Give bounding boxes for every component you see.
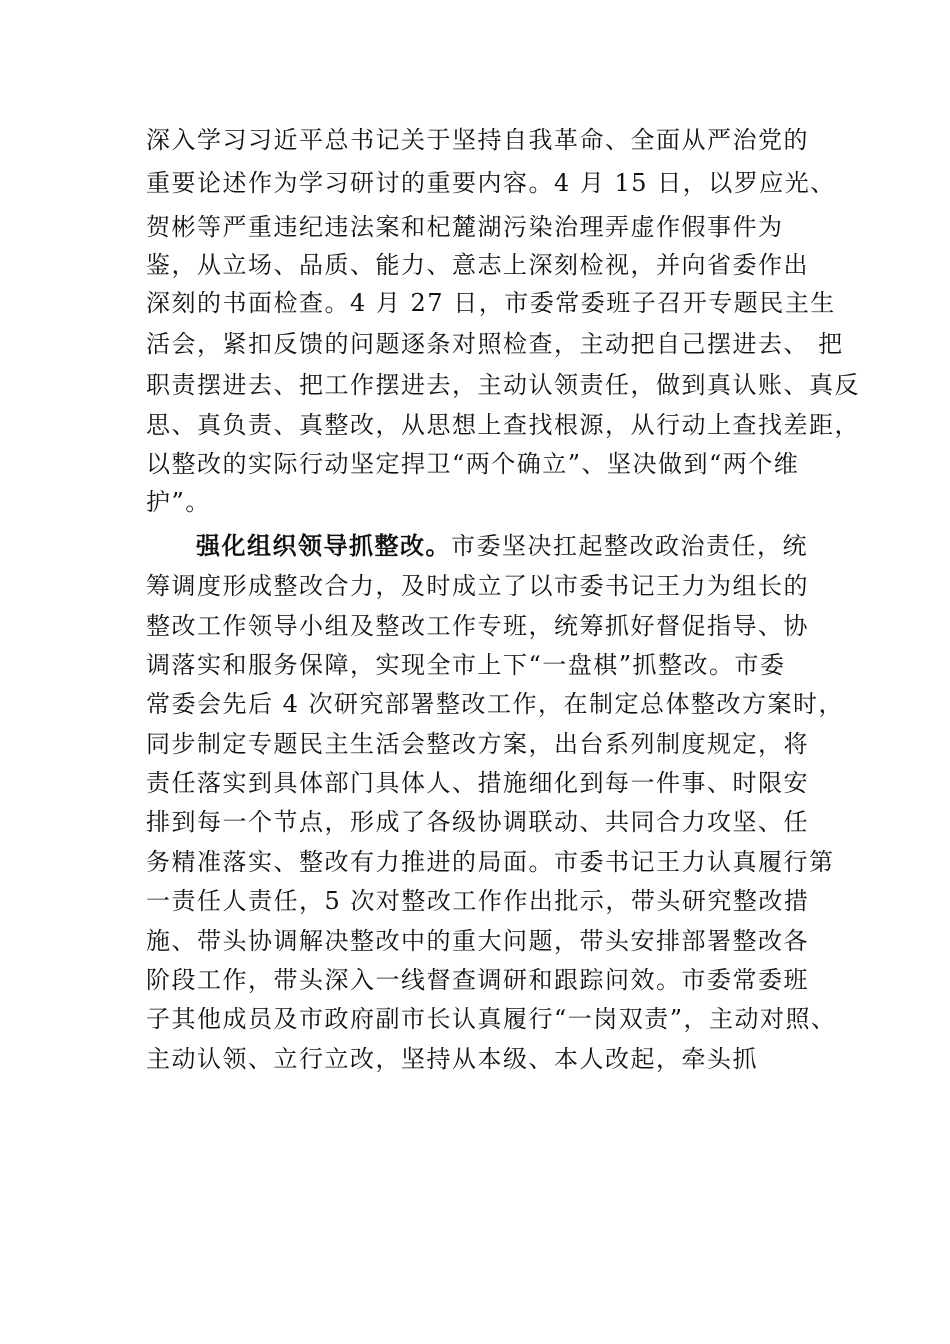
paragraph1-line-8: 思、真负责、真整改，从思想上查找根源，从行动上查找差距，: [146, 411, 860, 439]
paragraph1-line-3: 贺彬等严重违纪违法案和杞麓湖污染治理弄虚作假事件为: [146, 213, 784, 241]
paragraph1-line-9: 以整改的实际行动坚定捍卫“两个确立”、坚决做到“两个维: [146, 450, 800, 478]
paragraph1-line-2: 重要论述作为学习研讨的重要内容。4 月 15 日，以罗应光、: [146, 169, 836, 197]
paragraph2-line-4: 调落实和服务保障，实现全市上下“一盘棋”抓整改。市委: [146, 651, 786, 679]
paragraph1-line-5: 深刻的书面检查。4 月 27 日，市委常委班子召开专题民主生: [146, 289, 836, 317]
paragraph2-line-1: [196, 530, 808, 562]
paragraph2-heading: 强化组织领导抓整改。: [196, 531, 451, 560]
paragraph1-line-10: 护”。: [146, 488, 211, 516]
paragraph1-line-1: 深入学习习近平总书记关于坚持自我革命、全面从严治党的: [146, 126, 809, 154]
paragraph2-line-5: 常委会先后 4 次研究部署整改工作，在制定总体整改方案时，: [146, 690, 845, 718]
paragraph2-line-12: 阶段工作，带头深入一线督查调研和跟踪问效。市委常委班: [146, 966, 809, 994]
paragraph2-line-13: 子其他成员及市政府副市长认真履行“一岗双责”，主动对照、: [146, 1005, 837, 1033]
paragraph1-line-6: 活会，紧扣反馈的问题逐条对照检查，主动把自己摆进去、 把: [146, 330, 844, 358]
paragraph2-line-3: 整改工作领导小组及整改工作专班，统筹抓好督促指导、协: [146, 612, 809, 640]
paragraph2-line-6: 同步制定专题民主生活会整改方案，出台系列制度规定，将: [146, 730, 809, 758]
paragraph2-line-7: 责任落实到具体部门具体人、措施细化到每一件事、时限安: [146, 769, 809, 797]
paragraph2-line-9: 务精准落实、整改有力推进的局面。市委书记王力认真履行第: [146, 848, 835, 876]
paragraph2-line-11: 施、带头协调解决整改中的重大问题，带头安排部署整改各: [146, 927, 809, 955]
paragraph2-line-10: 一责任人责任，5 次对整改工作作出批示，带头研究整改措: [146, 887, 810, 915]
paragraph2-line-2: 筹调度形成整改合力，及时成立了以市委书记王力为组长的: [146, 572, 809, 600]
paragraph1-line-4: 鉴，从立场、品质、能力、意志上深刻检视，并向省委作出: [146, 251, 809, 279]
paragraph2-line-14: 主动认领、立行立改，坚持从本级、本人改起，牵头抓: [146, 1045, 758, 1073]
paragraph1-line-7: 职责摆进去、把工作摆进去，主动认领责任，做到真认账、真反: [146, 371, 860, 399]
paragraph2-first-line-text: 市委坚决扛起整改政治责任，统: [451, 532, 808, 560]
paragraph2-line-8: 排到每一个节点，形成了各级协调联动、共同合力攻坚、任: [146, 808, 809, 836]
